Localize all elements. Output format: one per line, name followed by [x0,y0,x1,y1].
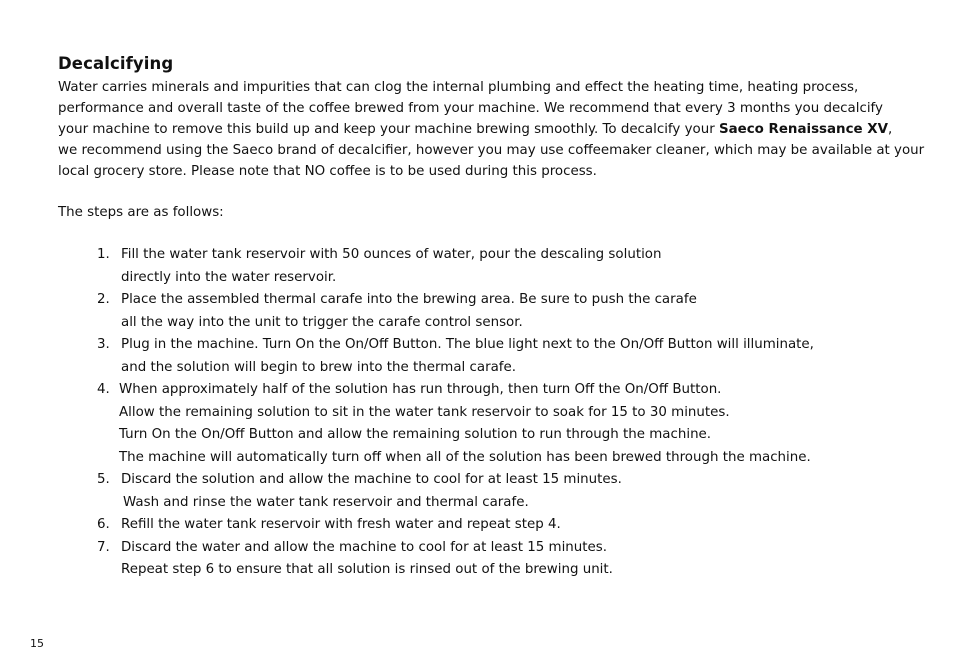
product-name: Saeco Renaissance XV [718,122,888,137]
step-continuation: Wash and rinse the water tank reservoir and thermal carafe. [123,494,529,510]
step-text: Discard the water and allow the machine to cool for at least 15 minutes. [121,539,607,555]
intro-line: performance and overall taste of the coffee brewed from your machine. We recommend that every 3 months you decalcify [58,101,883,116]
list-item [97,514,814,537]
step-text: Fill the water tank reservoir with 50 ounces of water, pour the descaling solution [121,247,662,262]
step-number: 1. [97,247,110,262]
step-text: When approximately half of the solution has run through, then turn Off the On/Off Button. [119,382,722,397]
step-text: Discard the solution and allow the machine to cool for at least 15 minutes. [121,472,622,487]
step-continuation: and the solution will begin to brew into the thermal carafe. [121,359,516,375]
step-continuation: Turn On the On/Off Button and allow the remaining solution to run through the machine. [119,427,712,442]
step-number: 2. [97,292,110,307]
list-item [97,537,814,560]
list-item [97,289,814,312]
list-item [97,334,814,357]
step-continuation: all the way into the unit to trigger the carafe control sensor. [121,314,523,330]
intro-line: Water carries minerals and impurities that can clog the internal plumbing and effect the heating time, heating process, [58,80,859,95]
steps-list [97,244,814,582]
intro-line: we recommend using the Saeco brand of decalcifier, however you may use coffeemaker cleaner, which may be available at your [58,143,925,158]
step-text: Plug in the machine. Turn On the On/Off Button. The blue light next to the On/Off Button will illuminate, [121,337,814,352]
list-item [97,244,814,267]
intro-paragraph [58,77,925,182]
step-number: 3. [97,337,110,352]
step-number: 6. [97,517,110,532]
step-continuation: directly into the water reservoir. [121,269,337,285]
step-number: 5. [97,472,110,487]
steps-intro: The steps are as follows: [58,205,224,220]
intro-line [58,119,908,140]
step-continuation: Repeat step 6 to ensure that all solution is rinsed out of the brewing unit. [121,562,613,577]
step-continuation: The machine will automatically turn off when all of the solution has been brewed through the machine. [119,449,811,465]
step-continuation: Allow the remaining solution to sit in the water tank reservoir to soak for 15 to 30 minutes. [119,404,730,420]
page-number: 15 [30,637,44,650]
intro-line: local grocery store. Please note that NO coffee is to be used during this process. [58,164,597,179]
intro-text: your machine to remove this build up and keep your machine brewing smoothly. To decalcify your [58,122,719,137]
list-item [97,379,814,402]
section-heading: Decalcifying [58,54,174,73]
list-item [97,469,814,492]
step-text: Refill the water tank reservoir with fresh water and repeat step 4. [121,517,561,532]
intro-text: , [887,122,893,137]
step-number: 4. [97,382,110,397]
step-number: 7. [97,539,110,555]
step-text: Place the assembled thermal carafe into the brewing area. Be sure to push the carafe [121,292,697,307]
